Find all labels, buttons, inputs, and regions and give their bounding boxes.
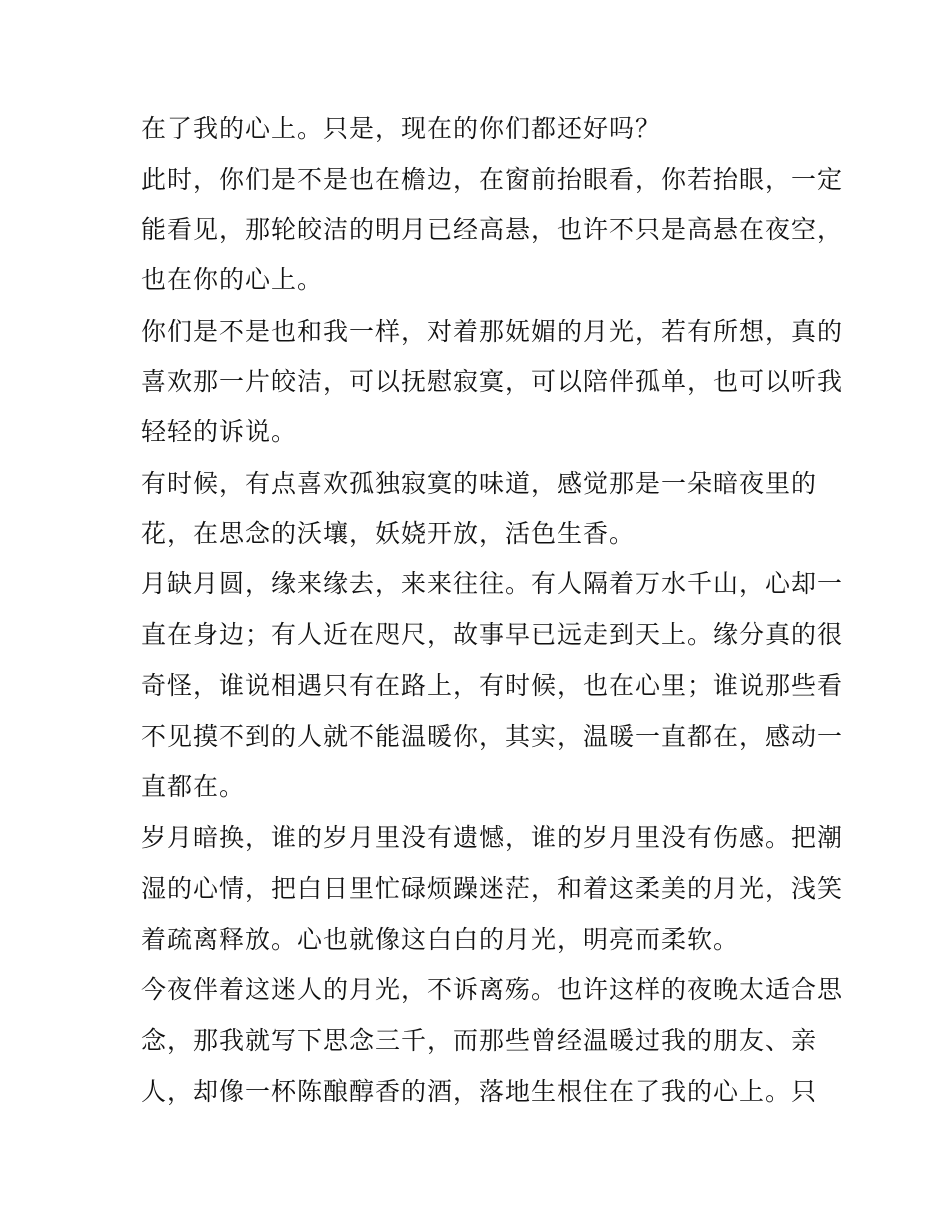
text-line: 不见摸不到的人就不能温暖你，其实，温暖一直都在，感动一 xyxy=(141,722,844,751)
text-line: 直在身边；有人近在咫尺，故事早已远走到天上。缘分真的很 xyxy=(141,620,844,649)
text-line: 此时，你们是不是也在檐边，在窗前抬眼看，你若抬眼，一定 xyxy=(141,165,844,194)
text-line: 湿的心情，把白日里忙碌烦躁迷茫，和着这柔美的月光，浅笑 xyxy=(141,874,844,903)
text-line: 花，在思念的沃壤，妖娆开放，活色生香。 xyxy=(141,519,636,548)
text-line: 着疏离释放。心也就像这白白的月光，明亮而柔软。 xyxy=(141,925,740,954)
text-line: 人，却像一杯陈酿醇香的酒，落地生根住在了我的心上。只 xyxy=(141,1077,818,1106)
text-line: 有时候，有点喜欢孤独寂寞的味道，感觉那是一朵暗夜里的 xyxy=(141,469,818,498)
text-line: 月缺月圆，缘来缘去，来来往往。有人隔着万水千山，心却一 xyxy=(141,569,844,598)
text-line: 喜欢那一片皎洁，可以抚慰寂寞，可以陪伴孤单，也可以听我 xyxy=(141,367,844,396)
text-line: 念，那我就写下思念三千，而那些曾经温暖过我的朋友、亲 xyxy=(141,1026,818,1055)
text-line: 奇怪，谁说相遇只有在路上，有时候，也在心里；谁说那些看 xyxy=(141,671,844,700)
text-line: 也在你的心上。 xyxy=(141,265,324,294)
text-line: 轻轻的诉说。 xyxy=(141,417,298,446)
text-line: 在了我的心上。只是，现在的你们都还好吗？ xyxy=(141,114,662,143)
text-line: 你们是不是也和我一样，对着那妩媚的月光，若有所想，真的 xyxy=(141,317,844,346)
text-line: 直都在。 xyxy=(141,772,246,801)
text-line: 岁月暗换，谁的岁月里没有遗憾，谁的岁月里没有伤感。把潮 xyxy=(141,823,844,852)
text-line: 能看见，那轮皎洁的明月已经高悬，也许不只是高悬在夜空， xyxy=(141,215,844,244)
text-line: 今夜伴着这迷人的月光，不诉离殇。也许这样的夜晚太适合思 xyxy=(141,975,844,1004)
